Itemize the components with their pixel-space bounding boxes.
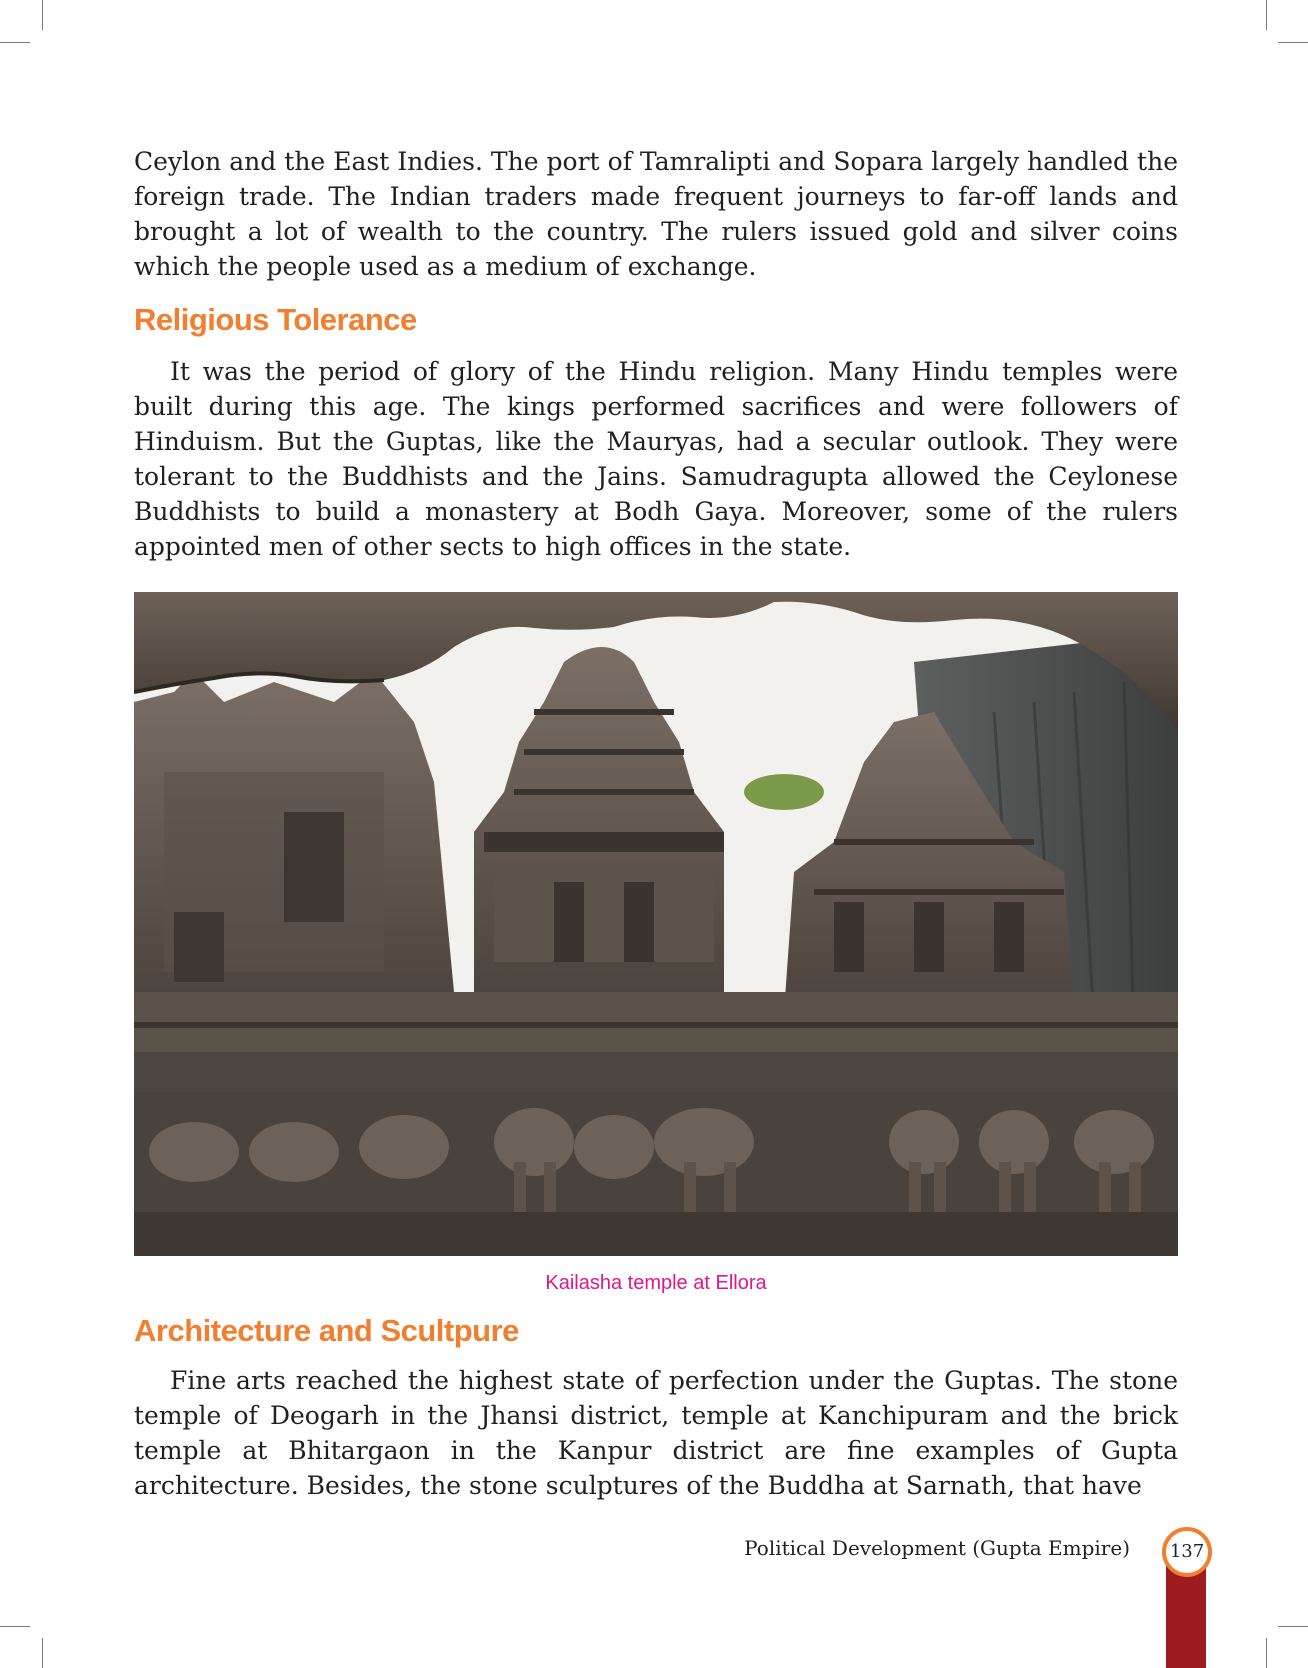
- crop-mark: [1266, 0, 1267, 30]
- page-content: [134, 144, 1178, 1503]
- crop-mark: [0, 1626, 30, 1627]
- paragraph-intro: Ceylon and the East Indies. The port of Tamralipti and Sopara largely handled the foreign trade. The Indian traders made frequent journeys to far-off lands and brought a lot of wealth to the country. The rulers issued gold and silver coins which the people used as a medium of exchange.: [134, 147, 1178, 281]
- temple-photo: [134, 592, 1178, 1256]
- paragraph-architecture: Fine arts reached the highest state of perfection under the Guptas. The stone temple of Deogarh in the Jhansi district, temple at Kanchipuram and the brick temple at Bhitargaon in the Kanpur district are fine examples of Gupta architecture. Besides, the stone sculptures of the Buddha at Sarnath, that have: [134, 1366, 1178, 1500]
- paragraph-religious: It was the period of glory of the Hindu religion. Many Hindu temples were built during this age. The kings performed sacrifices and were followers of Hinduism. But the Guptas, like the Mauryas, had a secular outlook. They were tolerant to the Buddhists and the Jains. Samudragupta allowed the Ceylonese Buddhists to build a monastery at Bodh Gaya. Moreover, some of the rulers appointed men of other sects to high offices in the state.: [134, 357, 1178, 561]
- crop-mark: [1266, 1638, 1267, 1668]
- footer-chapter-title: Political Development (Gupta Empire): [744, 1536, 1130, 1560]
- heading-architecture: Architecture and Scultpure: [134, 1313, 519, 1348]
- heading-religious-tolerance: Religious Tolerance: [134, 302, 417, 337]
- figure-caption: Kailasha temple at Ellora: [545, 1272, 767, 1294]
- page-number: 137: [1162, 1527, 1212, 1577]
- crop-mark: [42, 1638, 43, 1668]
- crop-mark: [0, 42, 30, 43]
- crop-mark: [42, 0, 43, 30]
- crop-mark: [1278, 42, 1308, 43]
- crop-mark: [1278, 1626, 1308, 1627]
